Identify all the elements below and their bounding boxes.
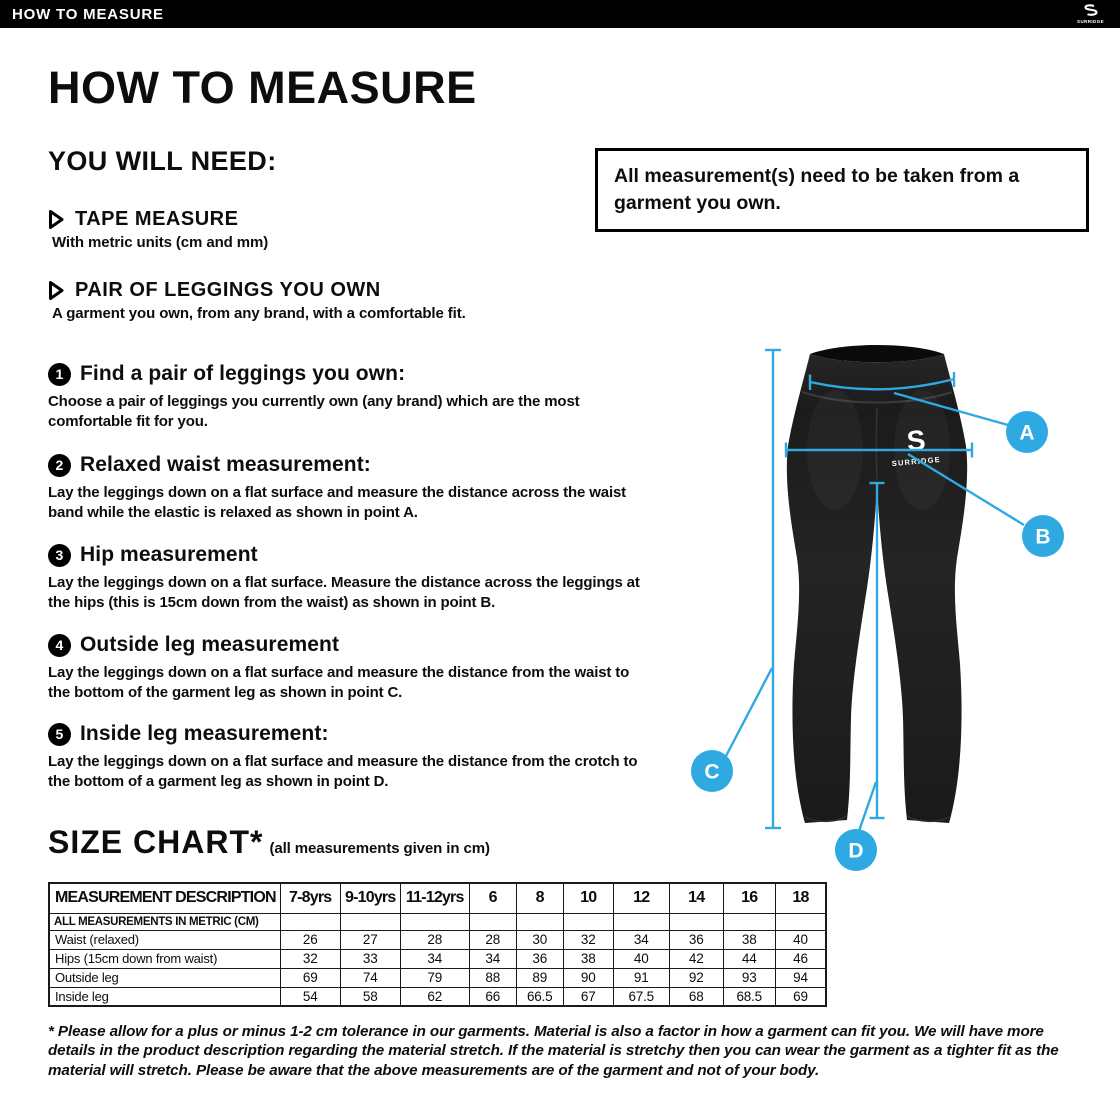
cell: 36	[516, 949, 563, 968]
size-chart-title: SIZE CHART*	[48, 824, 264, 860]
triangle-bullet-icon	[48, 280, 65, 301]
cell: 66.5	[516, 987, 563, 1006]
garment-logo-initial: S	[905, 424, 927, 457]
garment-logo-text: SURRIDGE	[891, 454, 942, 469]
size-chart-heading	[48, 824, 490, 861]
need-item-title: PAIR OF LEGGINGS YOU OWN	[75, 279, 381, 301]
step-title: Relaxed waist measurement:	[80, 453, 371, 476]
step-title: Find a pair of leggings you own:	[80, 362, 406, 385]
step-number-badge: 3	[48, 544, 71, 567]
row-label: Outside leg	[49, 968, 280, 987]
metric-note-row	[49, 913, 826, 930]
cell: 69	[280, 968, 340, 987]
cell: 38	[723, 930, 775, 949]
cell: 34	[400, 949, 469, 968]
size-chart-subtitle: (all measurements given in cm)	[269, 840, 490, 857]
column-header: 14	[669, 883, 723, 913]
cell: 27	[340, 930, 400, 949]
cell: 93	[723, 968, 775, 987]
step-number-badge: 2	[48, 454, 71, 477]
cell: 38	[563, 949, 613, 968]
cell: 88	[469, 968, 516, 987]
cell: 28	[469, 930, 516, 949]
cell: 94	[775, 968, 826, 987]
surridge-s-icon	[1081, 4, 1101, 19]
cell: 92	[669, 968, 723, 987]
cell: 34	[613, 930, 669, 949]
cell: 67.5	[613, 987, 669, 1006]
cell: 54	[280, 987, 340, 1006]
column-header: 18	[775, 883, 826, 913]
step-title: Hip measurement	[80, 543, 258, 566]
column-header: 9-10yrs	[340, 883, 400, 913]
top-bar-title: HOW TO MEASURE	[12, 5, 164, 23]
cell: 74	[340, 968, 400, 987]
you-will-need-heading: YOU WILL NEED:	[48, 146, 277, 176]
size-chart-table	[48, 882, 827, 1007]
cell: 40	[613, 949, 669, 968]
row-label: Hips (15cm down from waist)	[49, 949, 280, 968]
column-header: 7-8yrs	[280, 883, 340, 913]
step-body: Lay the leggings down on a flat surface and measure the distance across the waist band while the elastic is relaxed as shown in point A.	[48, 484, 627, 521]
step-number-badge: 4	[48, 634, 71, 657]
cell: 69	[775, 987, 826, 1006]
step-body: Choose a pair of leggings you currently own (any brand) which are the most comfortable fit for you.	[48, 393, 580, 430]
column-header: 12	[613, 883, 669, 913]
step-2	[48, 453, 640, 523]
footnote: * Please allow for a plus or minus 1-2 cm tolerance in our garments. Material is also a factor in how a garment can fit you. We will have more details in the product description regarding the material stretch. If the material is stretchy then you can wear the garment as a tighter fit as the material will stretch. Please be aware that the above measurements are of the garment and not of your body.	[48, 1023, 1059, 1079]
table-row-inside-leg	[49, 987, 826, 1006]
cell: 28	[400, 930, 469, 949]
step-title: Outside leg measurement	[80, 633, 340, 656]
column-header: 10	[563, 883, 613, 913]
step-number-badge: 1	[48, 363, 71, 386]
step-4	[48, 633, 640, 703]
need-item-tape-measure	[48, 208, 268, 251]
cell: 89	[516, 968, 563, 987]
row-label: Inside leg	[49, 987, 280, 1006]
cell: 40	[775, 930, 826, 949]
step-3	[48, 543, 640, 613]
page-title: HOW TO MEASURE	[48, 62, 477, 113]
table-row-hips	[49, 949, 826, 968]
step-body: Lay the leggings down on a flat surface and measure the distance from the crotch to the bottom of a garment leg as shown in point D.	[48, 753, 638, 790]
cell: 36	[669, 930, 723, 949]
table-row-waist	[49, 930, 826, 949]
surridge-logo-icon	[1077, 4, 1104, 25]
cell: 26	[280, 930, 340, 949]
cell: 44	[723, 949, 775, 968]
cell: 33	[340, 949, 400, 968]
label-a: A	[1019, 421, 1035, 445]
need-item-title: TAPE MEASURE	[75, 208, 239, 230]
step-body: Lay the leggings down on a flat surface. Measure the distance across the leggings at the hips (this is 15cm down from the waist) as shown in point B.	[48, 574, 640, 611]
row-label: Waist (relaxed)	[49, 930, 280, 949]
cell: 34	[469, 949, 516, 968]
step-body: Lay the leggings down on a flat surface and measure the distance from the waist to the bottom of the garment leg as shown in point C.	[48, 664, 630, 701]
column-header: 16	[723, 883, 775, 913]
step-1	[48, 362, 640, 432]
cell: 91	[613, 968, 669, 987]
cell: 67	[563, 987, 613, 1006]
label-b: B	[1035, 525, 1051, 549]
cell: 68.5	[723, 987, 775, 1006]
cell: 30	[516, 930, 563, 949]
cell: 79	[400, 968, 469, 987]
top-bar	[0, 0, 1120, 28]
surridge-logo-text: SURRIDGE	[1077, 18, 1104, 24]
label-d: D	[848, 839, 864, 863]
cell: 66	[469, 987, 516, 1006]
cell: 32	[280, 949, 340, 968]
cell: 42	[669, 949, 723, 968]
cell: 46	[775, 949, 826, 968]
triangle-bullet-icon	[48, 209, 65, 230]
step-title: Inside leg measurement:	[80, 722, 329, 745]
note-box: All measurement(s) need to be taken from a garment you own.	[595, 148, 1089, 232]
table-header-row	[49, 883, 826, 913]
column-header: 8	[516, 883, 563, 913]
need-item-subtitle: With metric units (cm and mm)	[52, 234, 269, 251]
row-label: ALL MEASUREMENTS IN METRIC (CM)	[49, 913, 280, 930]
cell: 68	[669, 987, 723, 1006]
need-item-leggings	[48, 279, 466, 322]
cell: 62	[400, 987, 469, 1006]
cell: 58	[340, 987, 400, 1006]
column-header: 6	[469, 883, 516, 913]
leggings-diagram	[650, 330, 1120, 890]
label-c: C	[704, 760, 720, 784]
table-row-outside-leg	[49, 968, 826, 987]
cell: 32	[563, 930, 613, 949]
step-number-badge: 5	[48, 723, 71, 746]
need-item-subtitle: A garment you own, from any brand, with a comfortable fit.	[52, 305, 466, 322]
cell: 90	[563, 968, 613, 987]
column-header: 11-12yrs	[400, 883, 469, 913]
column-header: MEASUREMENT DESCRIPTION	[49, 883, 280, 913]
step-5	[48, 722, 640, 792]
